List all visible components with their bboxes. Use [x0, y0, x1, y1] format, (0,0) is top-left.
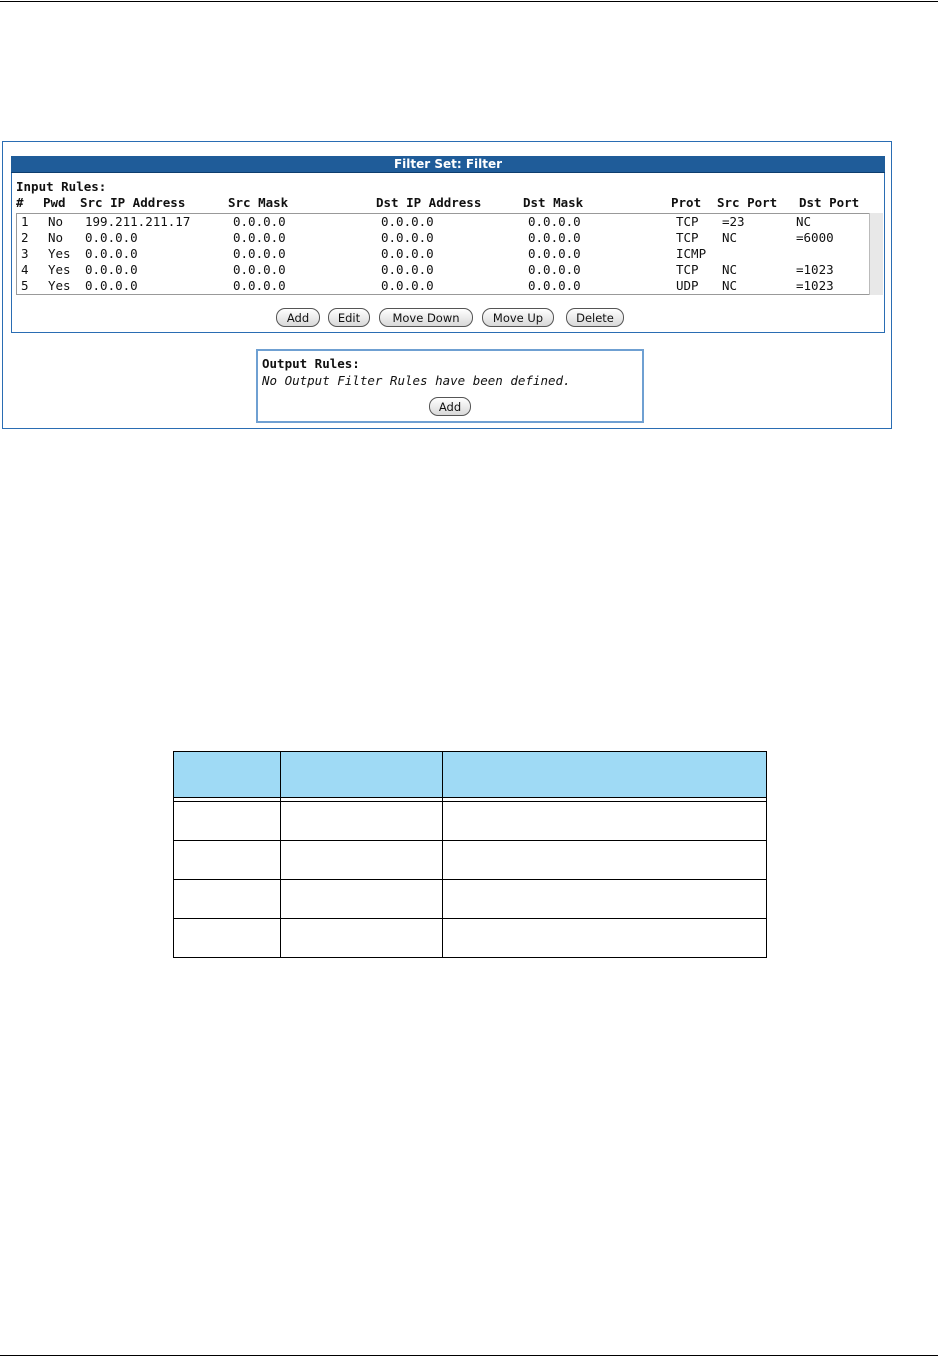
rule-src-mask: 0.0.0.0: [233, 278, 286, 293]
rule-dst-ip: 0.0.0.0: [381, 262, 434, 277]
rule-dst-port: =1023: [796, 262, 834, 277]
top-rule: [0, 1, 938, 2]
rule-pwd: No: [48, 214, 64, 229]
table-cell: [442, 880, 766, 919]
rule-src-ip: 0.0.0.0: [85, 230, 138, 245]
rule-dst-ip: 0.0.0.0: [381, 214, 434, 229]
table-row: [174, 919, 767, 958]
reference-table: [173, 751, 767, 960]
rule-pwd: Yes: [48, 246, 71, 261]
rule-src-ip: 0.0.0.0: [85, 246, 138, 261]
table-header-cell: [280, 752, 442, 798]
rule-src-ip: 199.211.211.17: [85, 214, 191, 229]
delete-button[interactable]: Delete: [566, 308, 624, 327]
rule-src-mask: 0.0.0.0: [233, 214, 286, 229]
rule-src-port: =23: [722, 214, 745, 229]
rule-dst-port: =1023: [796, 278, 834, 293]
rule-src-mask: 0.0.0.0: [233, 246, 286, 261]
col-dst-port: Dst Port: [799, 195, 860, 210]
table-cell: [280, 802, 442, 841]
col-src-ip: Src IP Address: [80, 195, 186, 210]
table-cell: [280, 919, 442, 958]
rule-dst-ip: 0.0.0.0: [381, 230, 434, 245]
table-header-cell: [174, 752, 281, 798]
col-src-port: Src Port: [717, 195, 778, 210]
rule-dst-port: NC: [796, 214, 812, 229]
rule-row[interactable]: [17, 262, 872, 278]
input-rules-list[interactable]: [16, 213, 882, 295]
rule-dst-mask: 0.0.0.0: [528, 262, 581, 277]
list-scrollbar[interactable]: [869, 213, 883, 295]
table-cell: [174, 841, 281, 880]
move-down-button[interactable]: Move Down: [379, 308, 473, 327]
rule-prot: TCP: [676, 214, 699, 229]
output-rules-message: No Output Filter Rules have been defined.: [262, 373, 571, 388]
table-row: [174, 841, 767, 880]
input-rules-panel: [11, 173, 885, 333]
move-up-button[interactable]: Move Up: [482, 308, 554, 327]
table-cell: [442, 841, 766, 880]
col-dst-mask: Dst Mask: [523, 195, 584, 210]
rule-dst-mask: 0.0.0.0: [528, 230, 581, 245]
rule-number: 4: [21, 262, 29, 277]
col-pwd: Pwd: [43, 195, 66, 210]
table-cell: [280, 841, 442, 880]
rule-row[interactable]: [17, 214, 872, 230]
filter-set-screenshot: [2, 141, 892, 429]
rule-src-mask: 0.0.0.0: [233, 262, 286, 277]
col-dst-ip: Dst IP Address: [376, 195, 482, 210]
rule-src-ip: 0.0.0.0: [85, 278, 138, 293]
rule-dst-mask: 0.0.0.0: [528, 214, 581, 229]
output-rules-panel: [256, 349, 644, 423]
table-cell: [174, 802, 281, 841]
rule-pwd: Yes: [48, 278, 71, 293]
rule-src-ip: 0.0.0.0: [85, 262, 138, 277]
rule-dst-ip: 0.0.0.0: [381, 278, 434, 293]
rule-dst-mask: 0.0.0.0: [528, 246, 581, 261]
rule-number: 2: [21, 230, 29, 245]
rule-row[interactable]: [17, 278, 872, 294]
bottom-rule: [0, 1355, 938, 1356]
rule-pwd: No: [48, 230, 64, 245]
table-row: [174, 880, 767, 919]
output-add-button[interactable]: Add: [429, 397, 471, 416]
rule-src-port: NC: [722, 278, 738, 293]
rule-dst-mask: 0.0.0.0: [528, 278, 581, 293]
rule-dst-port: =6000: [796, 230, 834, 245]
table-header-cell: [442, 752, 766, 798]
col-src-mask: Src Mask: [228, 195, 289, 210]
rule-dst-ip: 0.0.0.0: [381, 246, 434, 261]
rule-src-port: NC: [722, 262, 738, 277]
rule-prot: UDP: [676, 278, 699, 293]
rule-prot: TCP: [676, 262, 699, 277]
output-rules-title: Output Rules:: [262, 356, 360, 371]
rule-number: 1: [21, 214, 29, 229]
edit-button[interactable]: Edit: [328, 308, 370, 327]
rule-src-mask: 0.0.0.0: [233, 230, 286, 245]
table-cell: [442, 919, 766, 958]
table-header-row: [174, 752, 767, 798]
rule-prot: TCP: [676, 230, 699, 245]
col-number: #: [16, 195, 24, 210]
table-cell: [174, 880, 281, 919]
rule-pwd: Yes: [48, 262, 71, 277]
rule-row[interactable]: [17, 230, 872, 246]
add-button[interactable]: Add: [276, 308, 320, 327]
rule-number: 5: [21, 278, 29, 293]
filter-set-title: Filter Set: Filter: [11, 156, 885, 173]
table-cell: [442, 802, 766, 841]
table-row: [174, 802, 767, 841]
rule-row[interactable]: [17, 246, 872, 262]
table-cell: [174, 919, 281, 958]
rule-number: 3: [21, 246, 29, 261]
col-prot: Prot: [671, 195, 702, 210]
rule-src-port: NC: [722, 230, 738, 245]
input-rules-title: Input Rules:: [16, 179, 107, 194]
table-cell: [280, 880, 442, 919]
rule-prot: ICMP: [676, 246, 707, 261]
